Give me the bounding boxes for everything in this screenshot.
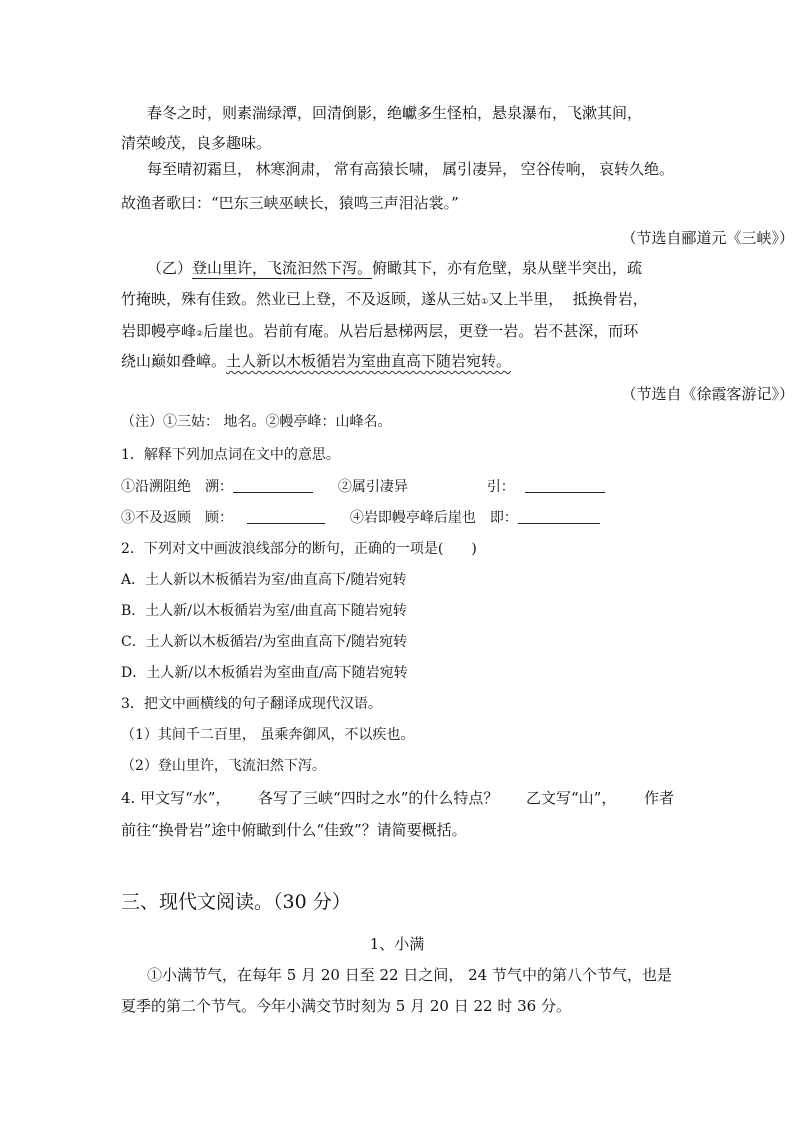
q1-blank-b[interactable] [525, 478, 605, 493]
jia-line-3-part: 空谷传响， [520, 160, 596, 178]
yi-underlined-sentence: 登山里许，飞流汩然下泻。 [192, 259, 373, 277]
section-3-title: 三、现代文阅读。（30 分） [121, 891, 351, 913]
yi-line-2-b: 又上半里， [488, 290, 564, 308]
article-p1-line-1: ①小满节气，在每年 5 月 20 日至 22 日之间， 24 节气中的第八个节气，也是 [147, 966, 672, 984]
q3-sentence-2: （2）登山里许，飞流汩然下泻。 [121, 758, 326, 774]
yi-prefix: （乙） [147, 259, 193, 277]
question-2-stem: 2．下列对文中画波浪线部分的断句，正确的一项是( ) [121, 541, 477, 557]
yi-line-2-a: 竹掩映，殊有佳致。然业已上登，不及返顾，遂从三姑 [121, 290, 482, 308]
yi-line-4 [121, 351, 511, 371]
q4-part: 4. 甲文写“水”， [121, 789, 231, 807]
q2-option-d[interactable]: D．土人新/以木板循岩为室曲直/高下随岩宛转 [121, 665, 408, 681]
q1-blank-a[interactable] [233, 478, 313, 493]
q2-option-a[interactable]: A．土人新以木板循岩为室/曲直高下/随岩宛转 [121, 572, 407, 588]
yi-line-3 [121, 321, 638, 344]
q2-option-c[interactable]: C．土人新以木板循岩/为室曲直高下/随岩宛转 [121, 634, 408, 650]
yi-wavy-sentence: 土人新以木板循岩为室曲直高下随岩宛转。 [226, 352, 512, 370]
note-mark-2: ② [196, 329, 204, 338]
jia-line-3-part: 属引凄异， [442, 160, 518, 178]
q4-part: 作者 [643, 789, 674, 807]
yi-line-3-b: 后崖也。岩前有庵。从岩后悬梯两层，更登一岩。岩不甚深，而环 [203, 322, 639, 340]
question-1-row-1 [121, 477, 605, 497]
q1-item-b-label: 引： [486, 479, 515, 495]
jia-line-3 [147, 159, 674, 179]
jia-line-3-part: 哀转久绝。 [598, 160, 674, 178]
question-4-line-2: 前往“换骨岩”途中俯瞰到什么“佳致”？请简要概括。 [121, 821, 467, 839]
q1-blank-d[interactable] [518, 509, 600, 524]
annotation-note: （注）①三姑： 地名。②幔亭峰：山峰名。 [121, 414, 392, 430]
q1-item-c: ③不及返顾 顾： [121, 510, 233, 526]
jia-source: （节选自郦道元《三峡》） [621, 229, 794, 247]
jia-line-4: 故渔者歌曰：“巴东三峡巫峡长，猿鸣三声泪沾裳。” [121, 194, 459, 212]
jia-line-3-part: 常有高猿长啸， [333, 160, 439, 178]
yi-line-1 [147, 258, 642, 278]
yi-line-2-c: 抵换骨岩， [572, 290, 648, 308]
question-1-stem: 1．解释下列加点词在文中的意思。 [121, 447, 340, 463]
q1-item-b: ②属引凄异 [337, 479, 408, 495]
q3-sentence-1: （1）其间千二百里， 虽乘奔御风，不以疾也。 [121, 727, 415, 743]
yi-line-2 [121, 289, 648, 312]
jia-line-2: 清荣峻茂，良多趣味。 [121, 134, 272, 152]
question-3-stem: 3．把文中画横线的句子翻译成现代汉语。 [121, 696, 382, 712]
q2-option-b[interactable]: B．土人新/以木板循岩为室/曲直高下随岩宛转 [121, 603, 407, 619]
jia-line-3-part: 林寒涧肃， [255, 160, 331, 178]
yi-source: （节选自《徐霞客游记》） [621, 385, 794, 403]
note-mark-1: ① [481, 297, 489, 306]
q1-item-d: ④岩即幔亭峰后崖也 即： [349, 510, 518, 526]
q4-part: 各写了三峡“四时之水”的什么特点？ [258, 789, 499, 807]
article-p1-line-2: 夏季的第二个节气。今年小满交节时刻为 5 月 20 日 22 时 36 分。 [121, 997, 571, 1015]
yi-line-4-a: 绕山巅如叠嶂。 [121, 352, 227, 370]
jia-line-1: 春冬之时，则素湍绿潭，回清倒影，绝巘多生怪柏，悬泉瀑布，飞漱其间， [147, 104, 643, 122]
article-title: 1、小满 [369, 935, 425, 953]
yi-line-1-rest: 俯瞰其下，亦有危壁，泉从壁半突出，疏 [372, 259, 643, 277]
q1-item-a: ①沿溯阻绝 溯： [121, 479, 233, 495]
yi-line-3-a: 岩即幔亭峰 [121, 322, 197, 340]
jia-line-3-part: 每至晴初霜旦， [147, 160, 253, 178]
question-1-row-2 [121, 508, 600, 528]
question-4-line-1 [121, 788, 674, 808]
q1-blank-c[interactable] [247, 509, 325, 524]
q4-part: 乙文写“山”， [526, 789, 617, 807]
